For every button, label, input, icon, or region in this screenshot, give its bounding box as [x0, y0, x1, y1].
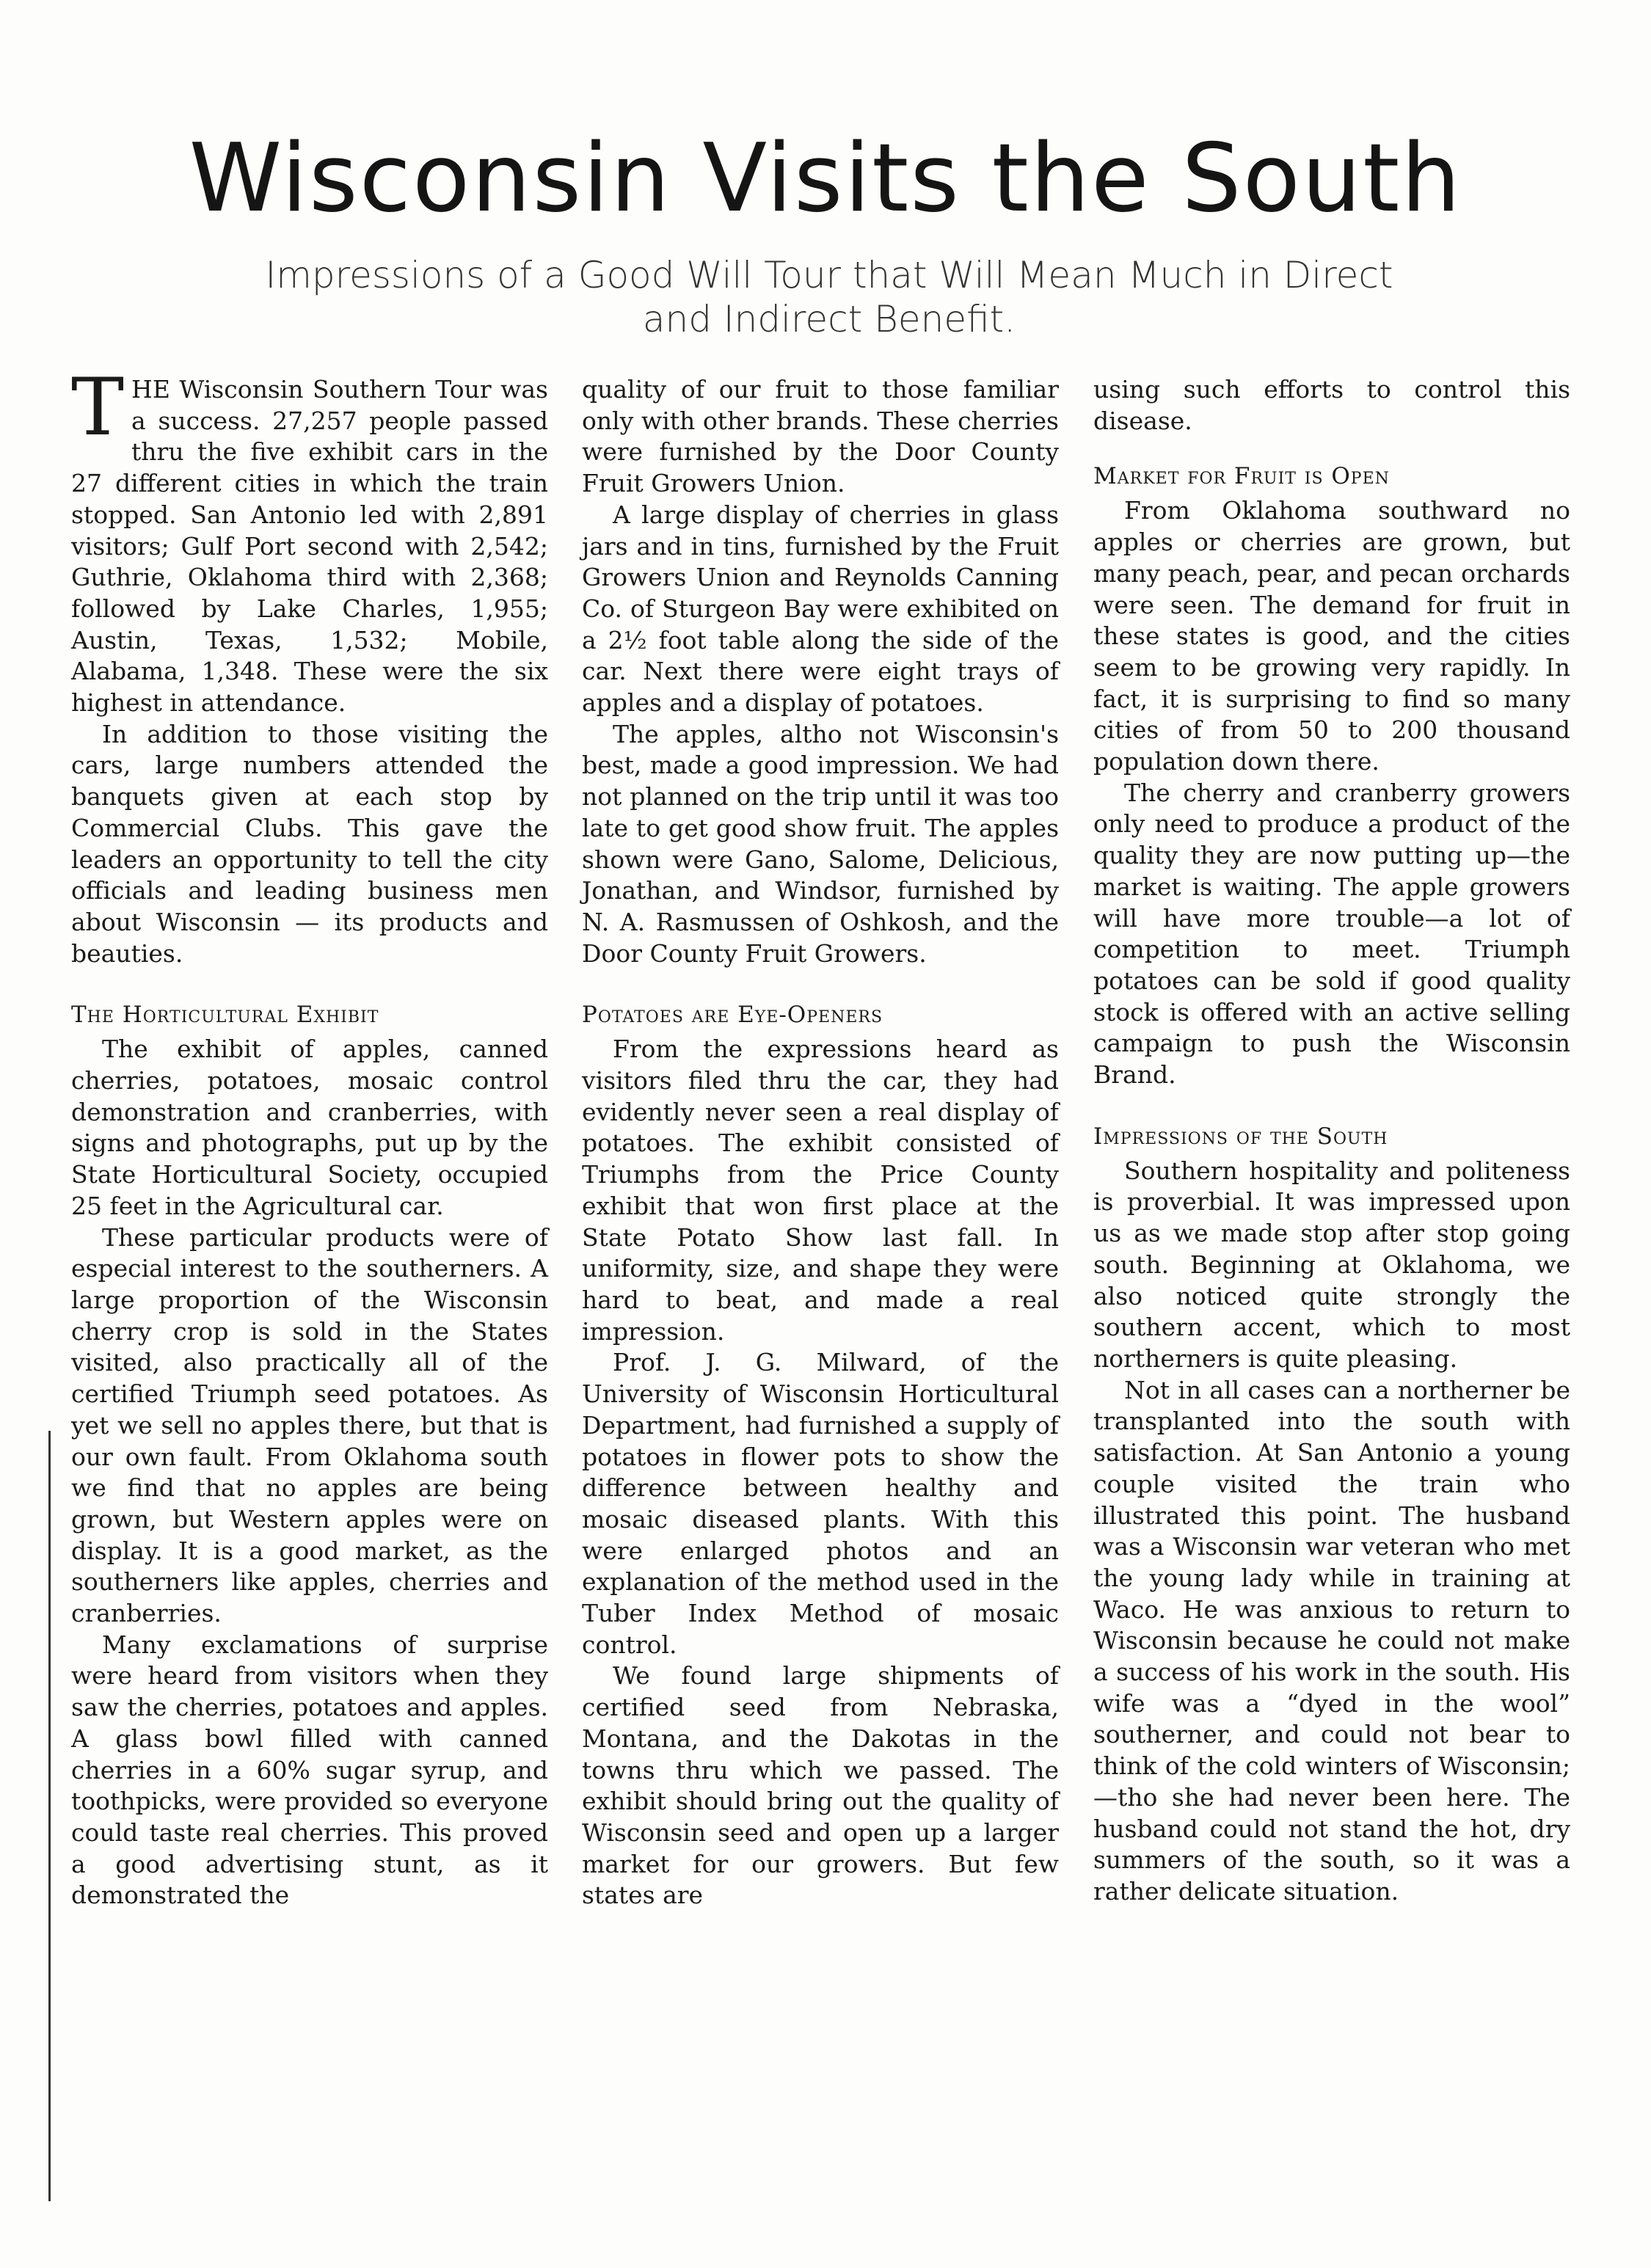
text-column-2 [582, 374, 1059, 1911]
paragraph: A large display of cherries in glass jars and in tins, furnished by the Fruit Growers Union and Reynolds Canning Co. of Sturgeon Bay were exhibited on a 2½ foot table along the side of the car. Next there were eight trays of apples and a display of potatoes. [582, 500, 1059, 718]
paragraph [71, 362, 548, 719]
article-subtitle: Impressions of a Good Will Tour that Will Mean Much in Direct and Indirect Benefit. [265, 254, 1393, 340]
paragraph: Many exclamations of surprise were heard from visitors when they saw the cherries, potatoes and apples. A glass bowl filled with canned cherries in a 60% sugar syrup, and toothpicks, were provided so everyone could taste real cherries. This proved a good advertising stunt, as it demonstrated the [71, 1630, 548, 1910]
section-heading: Potatoes are Eye-Openers [582, 1002, 883, 1029]
paragraph: Not in all cases can a northerner be transplanted into the south with satisfaction. At San Antonio a young couple visited the train who illustrated this point. The husband was a Wisconsin war veteran who met the young lady while in training at Waco. He was anxious to return to Wisconsin because he could not make a success of his work in the south. His wife was a “dyed in the wool” southerner, and could not bear to think of the cold winters of Wisconsin;—tho she had never been here. The husband could not stand the hot, dry summers of the south, so it was a rather delicate situation. [1093, 1375, 1570, 1906]
section-heading: Market for Fruit is Open [1093, 463, 1390, 490]
paragraph: using such efforts to control this disease. [1093, 375, 1570, 435]
drop-cap: T [71, 362, 125, 453]
paragraph: The exhibit of apples, canned cherries, potatoes, mosaic control demonstration and cranberries, with signs and photographs, put up by the State Horticultural Society, occupied 25 feet in the Agricultural car. [71, 1035, 548, 1220]
section-heading: The Horticultural Exhibit [71, 1002, 379, 1029]
paragraph-text: HE Wisconsin Southern Tour was a success. 27,257 people passed thru the five exhibit cars in the 27 different cities in which the train stopped. San Antonio led with 2,891 visitors; Gulf Port second with 2,542; Guthrie, Oklahoma third with 2,368; followed by Lake Charles, 1,955; Austin, Texas, 1,532; Mobile, Alabama, 1,348. These were the six highest in attendance. [71, 375, 548, 718]
paragraph: These particular products were of especial interest to the southerners. A large proportion of the Wisconsin cherry crop is sold in the States visited, also practically all of the certified Triumph seed potatoes. As yet we sell no apples there, but that is our own fault. From Oklahoma south we find that no apples are being grown, but Western apples were on display. It is a good market, as the southerners like apples, cherries and cranberries. [71, 1222, 548, 1628]
paragraph: The apples, altho not Wisconsin's best, made a good impression. We had not planned on the trip until it was too late to get good show fruit. The apples shown were Gano, Salome, Delicious, Jonathan, and Windsor, furnished by N. A. Rasmussen of Oshkosh, and the Door County Fruit Growers. [582, 719, 1059, 968]
margin-rule [48, 1431, 51, 2201]
text-column-1 [71, 362, 548, 1911]
paragraph: Southern hospitality and politeness is proverbial. It was impressed upon us as we made stop after stop going south. Beginning at Oklahoma, we also noticed quite strongly the southern accent, which to most northerners is quite pleasing. [1093, 1156, 1570, 1373]
paragraph: From the expressions heard as visitors filed thru the car, they had evidently never seen a real display of potatoes. The exhibit consisted of Triumphs from the Price County exhibit that won first place at the State Potato Show last fall. In uniformity, size, and shape they were hard to beat, and made a real impression. [582, 1035, 1059, 1346]
section-heading: Impressions of the South [1093, 1123, 1388, 1150]
paragraph: We found large shipments of certified seed from Nebraska, Montana, and the Dakotas in the towns thru which we passed. The exhibit should bring out the quality of Wisconsin seed and open up a larger market for our growers. But few states are [582, 1661, 1059, 1910]
paragraph: Prof. J. G. Milward, of the University of Wisconsin Horticultural Department, had furnished a supply of potatoes in flower pots to show the difference between healthy and mosaic diseased plants. With this were enlarged photos and an explanation of the method used in the Tuber Index Method of mosaic control. [582, 1348, 1059, 1659]
paragraph: The cherry and cranberry growers only need to produce a product of the quality they are now putting up—the market is waiting. The apple growers will have more trouble—a lot of competition to meet. Triumph potatoes can be sold if good quality stock is offered with an active selling campaign to push the Wisconsin Brand. [1093, 778, 1570, 1090]
article-title: Wisconsin Visits the South [189, 124, 1462, 233]
paragraph: quality of our fruit to those familiar only with other brands. These cherries were furnished by the Door County Fruit Growers Union. [582, 375, 1059, 498]
text-column-3 [1093, 374, 1570, 1908]
paragraph: In addition to those visiting the cars, large numbers attended the banquets given at each stop by Commercial Clubs. This gave the leaders an opportunity to tell the city officials and leading business men about Wisconsin — its products and beauties. [71, 719, 548, 968]
paragraph: From Oklahoma southward no apples or cherries are grown, but many peach, pear, and pecan orchards were seen. The demand for fruit in these states is good, and the cities seem to be growing very rapidly. In fact, it is surprising to find so many cities of from 50 to 200 thousand population down there. [1093, 496, 1570, 776]
